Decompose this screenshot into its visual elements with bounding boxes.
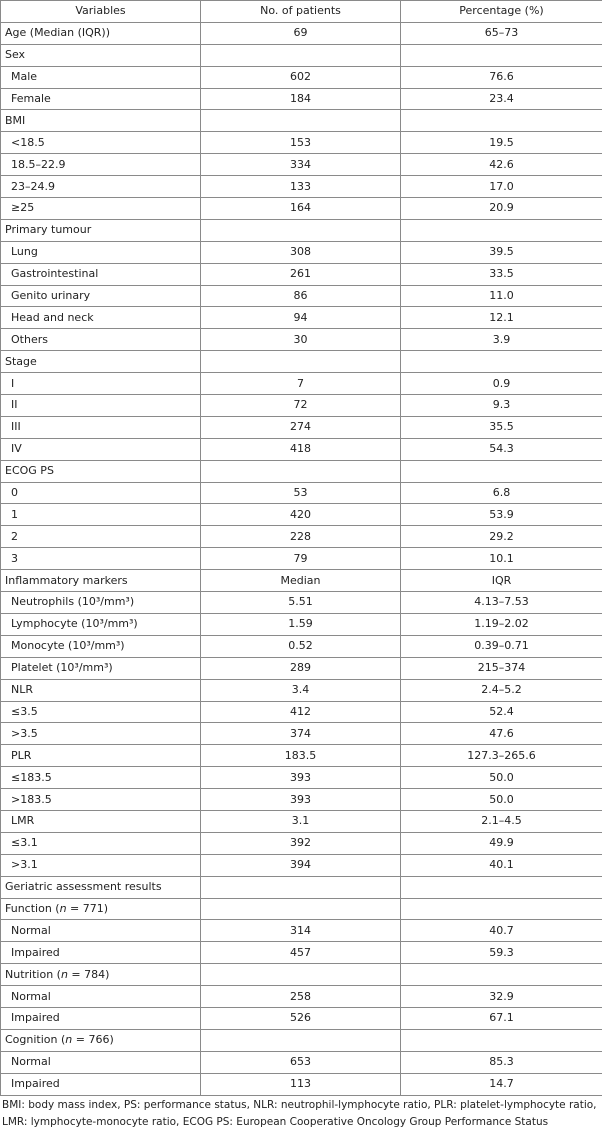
table-row [1, 548, 602, 570]
table-row [1, 1029, 602, 1051]
variable-cell: BMI [1, 110, 201, 132]
count-cell: 314 [201, 920, 401, 942]
count-cell: 374 [201, 723, 401, 745]
variable-cell: 23–24.9 [1, 176, 201, 198]
percentage-cell: 9.3 [401, 395, 602, 417]
variable-cell: >183.5 [1, 789, 201, 811]
header-percentage: Percentage (%) [401, 1, 602, 23]
percentage-cell: 54.3 [401, 438, 602, 460]
percentage-cell: 65–73 [401, 22, 602, 44]
percentage-cell: 29.2 [401, 526, 602, 548]
percentage-cell: 52.4 [401, 701, 602, 723]
count-cell: 393 [201, 767, 401, 789]
table-row [1, 395, 602, 417]
count-cell [201, 110, 401, 132]
table-row [1, 570, 602, 592]
table-row [1, 351, 602, 373]
variable-cell: ≤3.1 [1, 832, 201, 854]
percentage-cell: 2.1–4.5 [401, 810, 602, 832]
table-row [1, 635, 602, 657]
variable-cell: Normal [1, 986, 201, 1008]
count-cell [201, 898, 401, 920]
percentage-cell: 47.6 [401, 723, 602, 745]
count-cell [201, 876, 401, 898]
percentage-cell: 32.9 [401, 986, 602, 1008]
count-cell: 289 [201, 657, 401, 679]
percentage-cell: 11.0 [401, 285, 602, 307]
percentage-cell [401, 898, 602, 920]
count-cell: 79 [201, 548, 401, 570]
percentage-cell: 76.6 [401, 66, 602, 88]
count-cell: 274 [201, 416, 401, 438]
variable-cell: Sex [1, 44, 201, 66]
variable-cell: 3 [1, 548, 201, 570]
table-row [1, 810, 602, 832]
variable-cell: Impaired [1, 1073, 201, 1095]
table-row [1, 832, 602, 854]
variable-cell: Others [1, 329, 201, 351]
variable-cell: Function (n = 771) [1, 898, 201, 920]
table-row [1, 219, 602, 241]
percentage-cell: 4.13–7.53 [401, 592, 602, 614]
variable-cell: 18.5–22.9 [1, 154, 201, 176]
variable-cell: Normal [1, 920, 201, 942]
count-cell: 86 [201, 285, 401, 307]
count-cell: 526 [201, 1007, 401, 1029]
percentage-cell: 1.19–2.02 [401, 613, 602, 635]
percentage-cell: 33.5 [401, 263, 602, 285]
count-cell: 72 [201, 395, 401, 417]
variable-cell: Impaired [1, 1007, 201, 1029]
table-header-row [1, 1, 602, 23]
variable-cell: NLR [1, 679, 201, 701]
table-row [1, 767, 602, 789]
percentage-cell: 49.9 [401, 832, 602, 854]
table-body [1, 22, 602, 1095]
variable-cell: >3.1 [1, 854, 201, 876]
table-row [1, 679, 602, 701]
table-row [1, 66, 602, 88]
count-cell: 133 [201, 176, 401, 198]
variable-cell: Genito urinary [1, 285, 201, 307]
table-row [1, 592, 602, 614]
percentage-cell: 39.5 [401, 241, 602, 263]
count-cell: 69 [201, 22, 401, 44]
variable-cell: I [1, 373, 201, 395]
variable-cell: ≤3.5 [1, 701, 201, 723]
count-cell: 392 [201, 832, 401, 854]
table-row [1, 22, 602, 44]
count-cell: 653 [201, 1051, 401, 1073]
table-row [1, 942, 602, 964]
variable-cell: 2 [1, 526, 201, 548]
count-cell: 261 [201, 263, 401, 285]
count-cell [201, 460, 401, 482]
variable-cell: Normal [1, 1051, 201, 1073]
variable-cell: Inflammatory markers [1, 570, 201, 592]
variable-cell: IV [1, 438, 201, 460]
variable-cell: II [1, 395, 201, 417]
count-cell: 334 [201, 154, 401, 176]
count-cell: 602 [201, 66, 401, 88]
percentage-cell: 0.9 [401, 373, 602, 395]
table-row [1, 263, 602, 285]
table-row [1, 482, 602, 504]
variable-cell: LMR [1, 810, 201, 832]
percentage-cell: 20.9 [401, 198, 602, 220]
table-row [1, 920, 602, 942]
variable-cell: Head and neck [1, 307, 201, 329]
count-cell: 457 [201, 942, 401, 964]
count-cell: 183.5 [201, 745, 401, 767]
variable-cell: III [1, 416, 201, 438]
variable-cell: ECOG PS [1, 460, 201, 482]
count-cell: 164 [201, 198, 401, 220]
table-row [1, 504, 602, 526]
count-cell: 94 [201, 307, 401, 329]
header-no-of-patients: No. of patients [201, 1, 401, 23]
table-row [1, 198, 602, 220]
percentage-cell [401, 351, 602, 373]
variable-cell: Age (Median (IQR)) [1, 22, 201, 44]
variable-cell: Platelet (10³/mm³) [1, 657, 201, 679]
percentage-cell [401, 219, 602, 241]
table-row [1, 438, 602, 460]
count-cell: Median [201, 570, 401, 592]
percentage-cell [401, 110, 602, 132]
variable-cell: PLR [1, 745, 201, 767]
table-row [1, 986, 602, 1008]
count-cell: 153 [201, 132, 401, 154]
count-cell: 184 [201, 88, 401, 110]
count-cell: 5.51 [201, 592, 401, 614]
variable-cell: Geriatric assessment results [1, 876, 201, 898]
variable-cell: Nutrition (n = 784) [1, 964, 201, 986]
variable-cell: >3.5 [1, 723, 201, 745]
percentage-cell: 6.8 [401, 482, 602, 504]
table-row [1, 1007, 602, 1029]
table-row [1, 416, 602, 438]
percentage-cell [401, 964, 602, 986]
table-row [1, 1051, 602, 1073]
percentage-cell: 35.5 [401, 416, 602, 438]
percentage-cell [401, 44, 602, 66]
percentage-cell: 215–374 [401, 657, 602, 679]
table-row [1, 854, 602, 876]
count-cell: 258 [201, 986, 401, 1008]
table-row [1, 285, 602, 307]
table-row [1, 876, 602, 898]
table-row [1, 745, 602, 767]
percentage-cell: 127.3–265.6 [401, 745, 602, 767]
count-cell: 3.1 [201, 810, 401, 832]
count-cell: 418 [201, 438, 401, 460]
table-row [1, 44, 602, 66]
percentage-cell: 23.4 [401, 88, 602, 110]
table-row [1, 241, 602, 263]
percentage-cell: IQR [401, 570, 602, 592]
count-cell: 0.52 [201, 635, 401, 657]
table-row [1, 88, 602, 110]
variable-cell: 0 [1, 482, 201, 504]
percentage-cell: 40.7 [401, 920, 602, 942]
percentage-cell: 2.4–5.2 [401, 679, 602, 701]
variable-cell: Neutrophils (10³/mm³) [1, 592, 201, 614]
variable-cell: Stage [1, 351, 201, 373]
count-cell: 412 [201, 701, 401, 723]
variable-cell: ≥25 [1, 198, 201, 220]
count-cell: 1.59 [201, 613, 401, 635]
table-row [1, 789, 602, 811]
table-row [1, 176, 602, 198]
count-cell [201, 964, 401, 986]
percentage-cell: 14.7 [401, 1073, 602, 1095]
percentage-cell: 53.9 [401, 504, 602, 526]
count-cell: 7 [201, 373, 401, 395]
variable-cell: Impaired [1, 942, 201, 964]
count-cell: 308 [201, 241, 401, 263]
table-row [1, 1073, 602, 1095]
count-cell: 420 [201, 504, 401, 526]
variable-cell: Primary tumour [1, 219, 201, 241]
table-row [1, 132, 602, 154]
count-cell: 53 [201, 482, 401, 504]
percentage-cell: 19.5 [401, 132, 602, 154]
variable-cell: Gastrointestinal [1, 263, 201, 285]
variable-cell: Male [1, 66, 201, 88]
variable-cell: Lymphocyte (10³/mm³) [1, 613, 201, 635]
table-row [1, 154, 602, 176]
percentage-cell: 40.1 [401, 854, 602, 876]
count-cell: 113 [201, 1073, 401, 1095]
count-cell: 3.4 [201, 679, 401, 701]
count-cell: 30 [201, 329, 401, 351]
table-row [1, 657, 602, 679]
table-row [1, 460, 602, 482]
table-footnote: BMI: body mass index, PS: performance status, NLR: neutrophil-lymphocyte ratio, PLR: platelet-lymphocyte ratio, LMR: lymphocyte-monocyte ratio, ECOG PS: European Cooperative Oncology Group Performance Status [2, 1098, 597, 1128]
variable-cell: Cognition (n = 766) [1, 1029, 201, 1051]
count-cell [201, 44, 401, 66]
table-row [1, 110, 602, 132]
count-cell [201, 1029, 401, 1051]
variable-cell: ≤183.5 [1, 767, 201, 789]
table-row [1, 329, 602, 351]
percentage-cell [401, 876, 602, 898]
table-row [1, 613, 602, 635]
variable-cell: Monocyte (10³/mm³) [1, 635, 201, 657]
percentage-cell [401, 1029, 602, 1051]
percentage-cell: 42.6 [401, 154, 602, 176]
variable-cell: 1 [1, 504, 201, 526]
count-cell [201, 219, 401, 241]
percentage-cell: 17.0 [401, 176, 602, 198]
percentage-cell: 0.39–0.71 [401, 635, 602, 657]
table-row [1, 373, 602, 395]
percentage-cell: 67.1 [401, 1007, 602, 1029]
table-row [1, 723, 602, 745]
percentage-cell: 50.0 [401, 789, 602, 811]
percentage-cell: 85.3 [401, 1051, 602, 1073]
count-cell: 393 [201, 789, 401, 811]
table-row [1, 307, 602, 329]
count-cell [201, 351, 401, 373]
count-cell: 228 [201, 526, 401, 548]
variable-cell: Lung [1, 241, 201, 263]
header-variables: Variables [1, 1, 201, 23]
percentage-cell: 12.1 [401, 307, 602, 329]
percentage-cell: 10.1 [401, 548, 602, 570]
count-cell: 394 [201, 854, 401, 876]
table-row [1, 701, 602, 723]
percentage-cell [401, 460, 602, 482]
variable-cell: Female [1, 88, 201, 110]
percentage-cell: 3.9 [401, 329, 602, 351]
table-row [1, 964, 602, 986]
table-row [1, 898, 602, 920]
variable-cell: <18.5 [1, 132, 201, 154]
percentage-cell: 50.0 [401, 767, 602, 789]
percentage-cell: 59.3 [401, 942, 602, 964]
table-row [1, 526, 602, 548]
